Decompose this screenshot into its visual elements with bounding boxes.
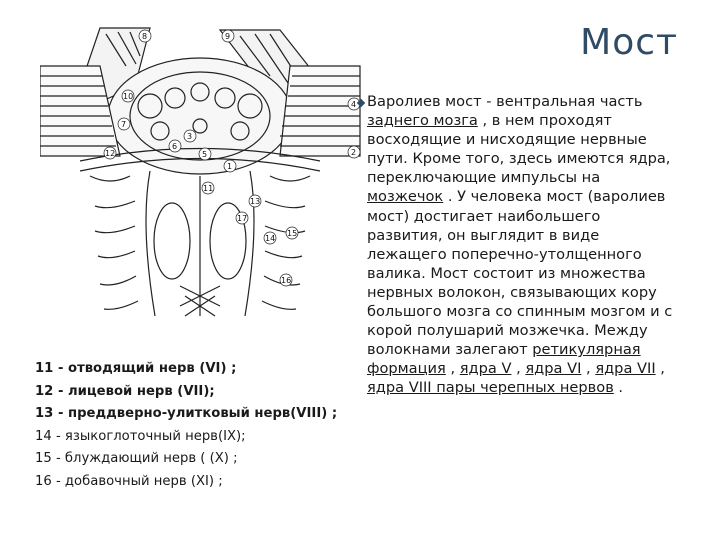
label-10 bbox=[122, 90, 134, 102]
label-2 bbox=[348, 146, 360, 158]
link-nucleus-vi[interactable]: ядра VI bbox=[525, 360, 582, 378]
svg-text:14: 14 bbox=[265, 234, 276, 243]
svg-text:8: 8 bbox=[142, 32, 148, 41]
label-17 bbox=[236, 212, 248, 224]
text-fragment: Варолиев мост - вентральная часть bbox=[367, 93, 643, 110]
svg-text:12: 12 bbox=[105, 149, 116, 158]
svg-text:16: 16 bbox=[281, 276, 292, 285]
link-nucleus-vii[interactable]: ядра VII bbox=[595, 360, 656, 378]
link-hindbrain[interactable]: заднего мозга bbox=[367, 112, 478, 130]
label-11 bbox=[202, 182, 214, 194]
body-paragraph bbox=[367, 92, 679, 398]
svg-text:11: 11 bbox=[203, 184, 214, 193]
link-cerebellum[interactable]: мозжечок bbox=[367, 188, 444, 206]
text-fragment: . bbox=[613, 379, 624, 397]
text-fragment: , bbox=[511, 360, 526, 378]
svg-text:6: 6 bbox=[172, 142, 178, 151]
text-fragment: , bbox=[655, 360, 665, 378]
text-fragment: , bbox=[445, 360, 460, 378]
label-13 bbox=[249, 195, 261, 207]
label-16 bbox=[280, 274, 292, 286]
label-14 bbox=[264, 232, 276, 244]
figure-captions bbox=[35, 358, 365, 494]
svg-text:7: 7 bbox=[121, 120, 127, 129]
label-8 bbox=[139, 30, 151, 42]
label-3 bbox=[184, 130, 196, 142]
link-nucleus-v[interactable]: ядра V bbox=[459, 360, 512, 378]
svg-text:1: 1 bbox=[227, 162, 233, 171]
caption-line: 14 - языкоглоточный нерв(IX); bbox=[35, 428, 246, 444]
svg-text:17: 17 bbox=[237, 214, 248, 223]
svg-text:10: 10 bbox=[123, 92, 134, 101]
label-7 bbox=[118, 118, 130, 130]
caption-line: 12 - лицевой нерв (VII); bbox=[35, 383, 215, 399]
caption-line: 13 - преддверно-улитковый нерв(VIII) ; bbox=[35, 406, 338, 422]
link-nucleus-viii[interactable]: ядра VIII пары черепных нервов bbox=[367, 379, 614, 397]
slide-title: Мост bbox=[580, 22, 678, 63]
svg-text:4: 4 bbox=[351, 100, 357, 109]
caption-line: 16 - добавочный нерв (XI) ; bbox=[35, 473, 223, 489]
svg-text:9: 9 bbox=[225, 32, 231, 41]
text-fragment: . У человека мост (варолиев мост) достигает наибольшего развития, он выглядит в виде лежащего поперечно-утолщенного валика. Мост состоит из множества нервных волокон, связывающих кору большого мозга со спинным мозгом и с корой полушарий мозжечка. Между волокнами залегают bbox=[367, 188, 673, 359]
caption-line: 11 - отводящий нерв (VI) ; bbox=[35, 361, 237, 376]
label-6 bbox=[169, 140, 181, 152]
pons-illustration bbox=[40, 26, 370, 326]
label-5 bbox=[199, 148, 211, 160]
svg-text:2: 2 bbox=[351, 148, 357, 157]
label-15 bbox=[286, 227, 298, 239]
svg-text:13: 13 bbox=[250, 197, 261, 206]
label-12 bbox=[104, 147, 116, 159]
link-reticular-formation[interactable]: ретикулярная формация bbox=[367, 341, 641, 378]
svg-text:3: 3 bbox=[187, 132, 193, 141]
text-fragment: , bbox=[581, 360, 596, 378]
text-fragment: , в нем проходят восходящие и нисходящие нервные пути. Кроме того, здесь имеются ядра, переключающие импульсы на bbox=[367, 112, 671, 187]
svg-text:15: 15 bbox=[287, 229, 298, 238]
label-1 bbox=[224, 160, 236, 172]
label-9 bbox=[222, 30, 234, 42]
svg-text:5: 5 bbox=[202, 150, 208, 159]
caption-line: 15 - блуждающий нерв ( (X) ; bbox=[35, 451, 238, 467]
